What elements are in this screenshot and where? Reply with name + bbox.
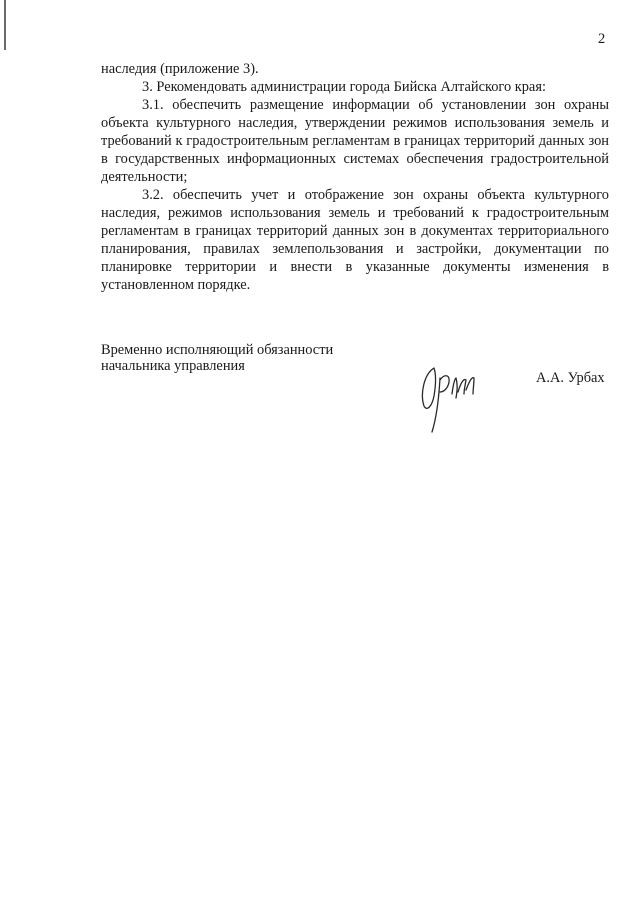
- signatory-position-line-2: начальника управления: [101, 358, 245, 374]
- handwritten-signature: [412, 360, 492, 440]
- paragraph-continuation: наследия (приложение 3).: [101, 61, 259, 77]
- signatory-name: А.А. Урбах: [536, 370, 605, 386]
- paragraph-item-3-1: 3.1. обеспечить размещение информации об установлении зон охраны объекта культурного наследия, утверждении режимов использования земель и требований к градостроительным регламентам в границах территорий данных зон в государственных информационных системах обеспечения градостроительной деятельности;: [101, 97, 609, 185]
- page-number: 2: [598, 31, 606, 47]
- paragraph-item-3-2: 3.2. обеспечить учет и отображение зон охраны объекта культурного наследия, режимов использования земель и требований к градостроительным регламентам в границах территорий данных зон в документах территориального планирования, правилах землепользования и застройки, документации по планировке территории и внести в указанные документы изменения в установленном порядке.: [101, 187, 609, 293]
- document-body: [101, 60, 609, 294]
- scan-edge-mark: [4, 0, 6, 50]
- paragraph-item-3: 3. Рекомендовать администрации города Бийска Алтайского края:: [142, 79, 546, 95]
- signatory-position-line-1: Временно исполняющий обязанности: [101, 342, 334, 358]
- signatory-position: [101, 342, 333, 374]
